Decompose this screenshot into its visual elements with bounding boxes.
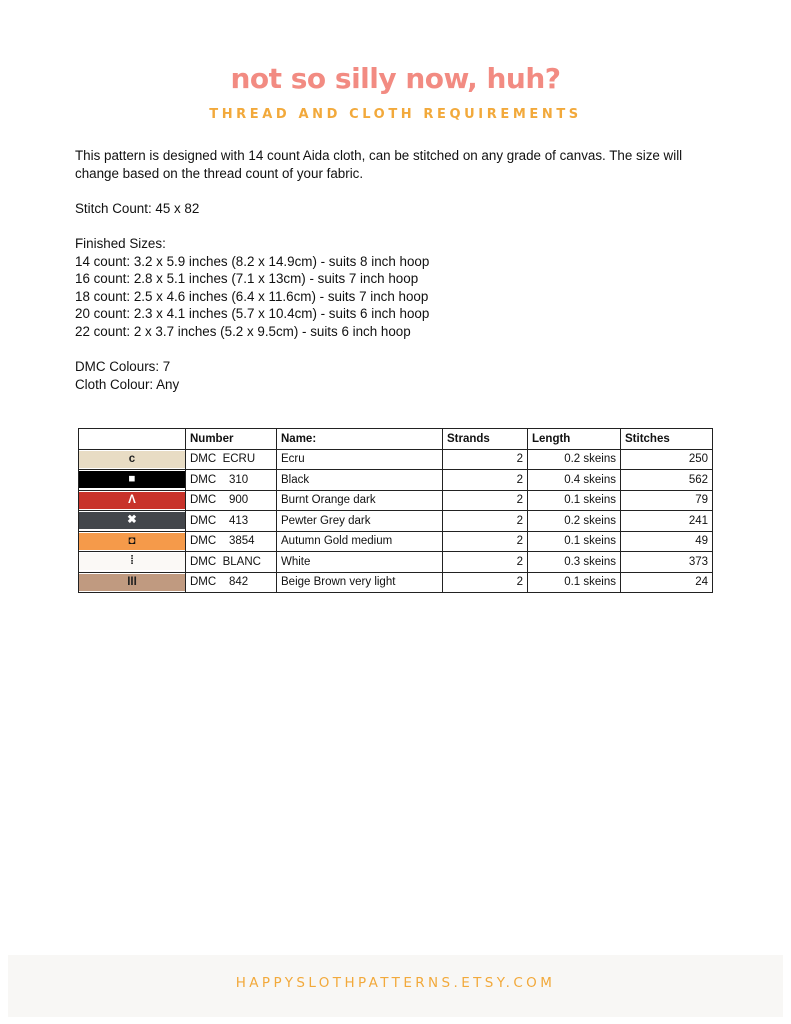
- stitches-cell: 24: [621, 572, 713, 593]
- footer-banner: [8, 955, 783, 1017]
- thread-table: [78, 428, 713, 593]
- color-swatch: Λ: [79, 492, 185, 509]
- header-name: Name:: [277, 429, 443, 450]
- symbol-cell: [79, 572, 186, 593]
- name-cell: Ecru: [277, 449, 443, 470]
- symbol-cell: [79, 511, 186, 532]
- finished-sizes: [75, 235, 715, 341]
- name-cell: Pewter Grey dark: [277, 511, 443, 532]
- stitches-cell: 562: [621, 470, 713, 491]
- color-swatch: ◘: [79, 533, 185, 550]
- stitches-cell: 250: [621, 449, 713, 470]
- name-cell: Burnt Orange dark: [277, 490, 443, 511]
- length-cell: 0.2 skeins: [528, 511, 621, 532]
- color-swatch: III: [79, 574, 185, 591]
- page-title: not so silly now, huh?: [230, 62, 561, 95]
- dmc-colours: DMC Colours: 7: [75, 359, 171, 375]
- header-strands: Strands: [443, 429, 528, 450]
- strands-cell: 2: [443, 449, 528, 470]
- finished-sizes-label: Finished Sizes:: [75, 235, 166, 251]
- symbol-cell: [79, 552, 186, 573]
- length-cell: 0.1 skeins: [528, 531, 621, 552]
- length-cell: 0.2 skeins: [528, 449, 621, 470]
- strands-cell: 2: [443, 511, 528, 532]
- strands-cell: 2: [443, 490, 528, 511]
- header-symbol: [79, 429, 186, 450]
- color-swatch: ⁞: [79, 553, 185, 570]
- color-swatch: ■: [79, 471, 185, 488]
- table-row: [79, 552, 713, 573]
- number-cell: DMC 310: [186, 470, 277, 491]
- size-line: 22 count: 2 x 3.7 inches (5.2 x 9.5cm) - suits 6 inch hoop: [75, 323, 411, 339]
- name-cell: Black: [277, 470, 443, 491]
- color-swatch: ✖: [79, 512, 185, 529]
- stitches-cell: 79: [621, 490, 713, 511]
- name-cell: Autumn Gold medium: [277, 531, 443, 552]
- page-subtitle: THREAD AND CLOTH REQUIREMENTS: [209, 107, 582, 122]
- table-row: [79, 470, 713, 491]
- symbol-cell: [79, 470, 186, 491]
- length-cell: 0.3 skeins: [528, 552, 621, 573]
- length-cell: 0.1 skeins: [528, 572, 621, 593]
- strands-cell: 2: [443, 572, 528, 593]
- color-swatch: c: [79, 451, 185, 468]
- size-line: 20 count: 2.3 x 4.1 inches (5.7 x 10.4cm) - suits 6 inch hoop: [75, 306, 430, 322]
- name-cell: White: [277, 552, 443, 573]
- strands-cell: 2: [443, 470, 528, 491]
- symbol-cell: [79, 531, 186, 552]
- requirements-text: [75, 147, 715, 411]
- footer-url[interactable]: HAPPYSLOTHPATTERNS.ETSY.COM: [235, 975, 556, 991]
- stitches-cell: 241: [621, 511, 713, 532]
- number-cell: DMC BLANC: [186, 552, 277, 573]
- symbol-cell: [79, 490, 186, 511]
- number-cell: DMC 842: [186, 572, 277, 593]
- stitches-cell: 49: [621, 531, 713, 552]
- strands-cell: 2: [443, 552, 528, 573]
- stitches-cell: 373: [621, 552, 713, 573]
- table-header-row: [79, 429, 713, 450]
- header-number: Number: [186, 429, 277, 450]
- header-length: Length: [528, 429, 621, 450]
- length-cell: 0.1 skeins: [528, 490, 621, 511]
- name-cell: Beige Brown very light: [277, 572, 443, 593]
- symbol-cell: [79, 449, 186, 470]
- number-cell: DMC 3854: [186, 531, 277, 552]
- number-cell: DMC 900: [186, 490, 277, 511]
- stitch-count: Stitch Count: 45 x 82: [75, 200, 200, 216]
- table-row: [79, 511, 713, 532]
- length-cell: 0.4 skeins: [528, 470, 621, 491]
- strands-cell: 2: [443, 531, 528, 552]
- intro-text: This pattern is designed with 14 count Aida cloth, can be stitched on any grade of canvas. The size will change based on the thread count of your fabric.: [75, 148, 683, 181]
- table-row: [79, 449, 713, 470]
- size-line: 14 count: 3.2 x 5.9 inches (8.2 x 14.9cm) - suits 8 inch hoop: [75, 253, 430, 269]
- header-stitches: Stitches: [621, 429, 713, 450]
- size-line: 18 count: 2.5 x 4.6 inches (6.4 x 11.6cm) - suits 7 inch hoop: [75, 288, 429, 304]
- number-cell: DMC ECRU: [186, 449, 277, 470]
- table-row: [79, 572, 713, 593]
- size-line: 16 count: 2.8 x 5.1 inches (7.1 x 13cm) - suits 7 inch hoop: [75, 271, 419, 287]
- number-cell: DMC 413: [186, 511, 277, 532]
- table-row: [79, 490, 713, 511]
- table-row: [79, 531, 713, 552]
- colour-info: [75, 358, 715, 393]
- cloth-colour: Cloth Colour: Any: [75, 376, 180, 392]
